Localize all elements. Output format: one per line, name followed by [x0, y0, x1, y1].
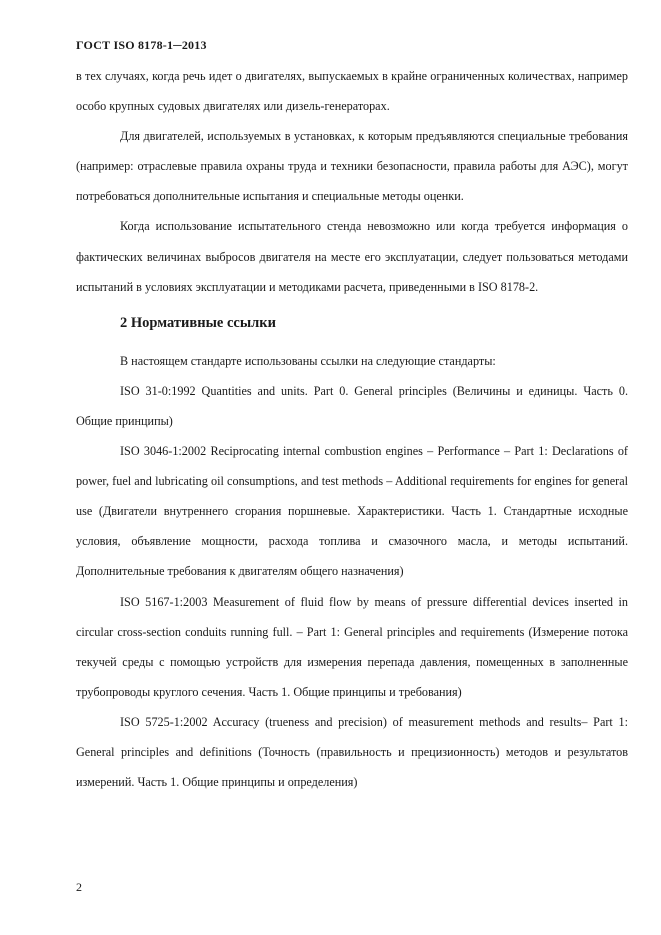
section-intro: В настоящем стандарте использованы ссылки на следующие стандарты: — [120, 353, 496, 368]
paragraph-special-requirements: Для двигателей, используемых в установках, к которым предъявляются специальные требования (например: отраслевые правила охраны труда и техники безопасности, правила работы для АЭС), могут потребоваться дополнительные испытания и специальные методы оценки. — [76, 129, 628, 204]
paragraph-field-testing: Когда использование испытательного стенда невозможно или когда требуется информация о фактических величинах выбросов двигателя на месте его эксплуатации, следует пользоваться методами испытаний в условиях эксплуатации и методиками расчета, приведенными в ISO 8178-2. — [76, 219, 628, 294]
paragraph-continuation: в тех случаях, когда речь идет о двигателях, выпускаемых в крайне ограниченных количествах, например особо крупных судовых двигателях или дизель-генераторах. — [76, 69, 628, 114]
reference-item: ISO 31-0:1992 Quantities and units. Part 0. General principles (Величины и единицы. Часть 0. Общие принципы) — [76, 383, 628, 428]
section-heading: 2 Нормативные ссылки — [120, 314, 276, 331]
reference-item: ISO 5725-1:2002 Accuracy (trueness and precision) of measurement methods and results– Part 1: General principles and definitions (Точность (правильность и прецизионность) методов и результатов измерений. Часть 1. Общие принципы и определения) — [76, 714, 628, 790]
document-header: ГОСТ ISO 8178-1─2013 — [76, 38, 207, 52]
page-number: 2 — [76, 880, 82, 894]
document-body — [76, 61, 628, 797]
reference-item: ISO 3046-1:2002 Reciprocating internal combustion engines – Performance – Part 1: Declarations of power, fuel and lubricating oil consumptions, and test methods – Additional requirements for engines for general use (Двигатели внутреннего сгорания поршневые. Характеристики. Часть 1. Стандартные исходные условия, объявление мощности, расхода топлива и смазочного масла, и методы испытаний. Дополнительные требования к двигателям общего назначения) — [76, 444, 628, 579]
reference-item: ISO 5167-1:2003 Measurement of fluid flow by means of pressure differential devices inserted in circular cross-section conduits running full. – Part 1: General principles and requirements (Измерение потока текучей среды с помощью устройств для измерения перепада давления, помещенных в заполненные трубопроводы круглого сечения. Часть 1. Общие принципы и требования) — [76, 594, 628, 699]
